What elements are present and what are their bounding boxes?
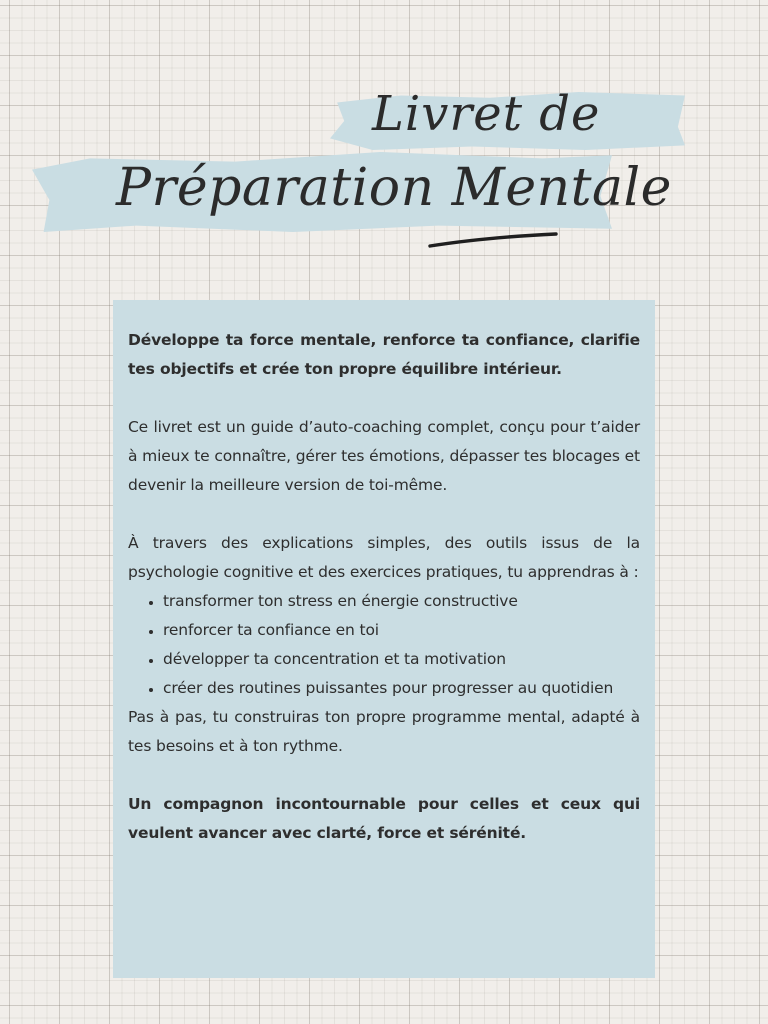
title-line-1: Livret de bbox=[372, 86, 601, 142]
underline-stroke bbox=[428, 226, 560, 252]
list-item: • développer ta concentration et ta motivation bbox=[163, 645, 640, 674]
closing-paragraph: Un compagnon incontournable pour celles et ceux qui veulent avancer avec clarté, force et sérénité. bbox=[128, 795, 640, 842]
lead-paragraph: Développe ta force mentale, renforce ta confiance, clarifie tes objectifs et crée ton propre équilibre intérieur. bbox=[128, 331, 640, 378]
outro-paragraph: Pas à pas, tu construiras ton propre programme mental, adapté à tes besoins et à ton rythme. bbox=[128, 708, 640, 755]
benefits-list bbox=[128, 587, 640, 703]
list-item: • renforcer ta confiance en toi bbox=[163, 616, 640, 645]
description-card bbox=[113, 300, 655, 978]
title-line-2: Préparation Mentale bbox=[116, 158, 672, 218]
list-item: • créer des routines puissantes pour progresser au quotidien bbox=[163, 674, 640, 703]
list-intro-paragraph: À travers des explications simples, des outils issus de la psychologie cognitive et des exercices pratiques, tu apprendras à : bbox=[128, 534, 640, 581]
intro-paragraph: Ce livret est un guide d’auto-coaching complet, conçu pour t’aider à mieux te connaître, gérer tes émotions, dépasser tes blocages et devenir la meilleure version de toi-même. bbox=[128, 418, 640, 494]
list-item: • transformer ton stress en énergie constructive bbox=[163, 587, 640, 616]
